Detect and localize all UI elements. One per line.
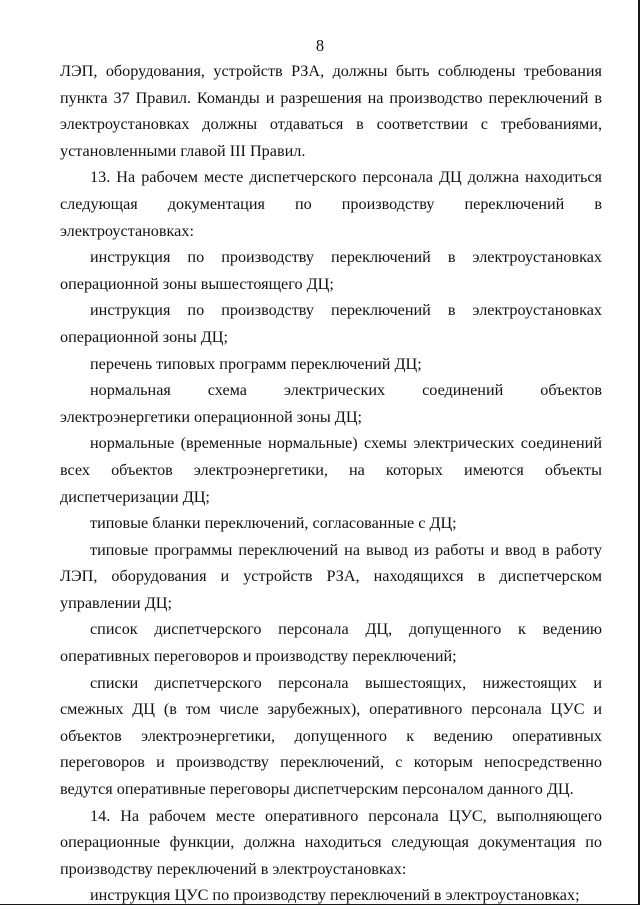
list-item: инструкция по производству переключений в электроустановках операционной зоны ДЦ; — [60, 301, 602, 346]
list-item: инструкция ЦУС по производству переключений в электроустановках; — [90, 886, 580, 905]
list-item: перечень типовых программ переключений ДЦ; — [90, 354, 422, 373]
list-item: список диспетчерского персонала ДЦ, допущенного к ведению оперативных переговоров и производству переключений; — [60, 620, 602, 666]
paragraph-continuation: ЛЭП, оборудования, устройств РЗА, должны быть соблюдены требования пункта 37 Правил. Команды и разрешения на производство переключений в электроустановках должны отдаваться в соответствии с требованиями, установленными главой III Правил. — [60, 62, 602, 160]
page-number: 8 — [315, 36, 325, 55]
paragraph-item-13: 13. На рабочем месте диспетчерского персонала ДЦ должна находиться следующая документация по производству переключений в электроустановках: — [60, 168, 602, 240]
document-body — [60, 58, 602, 909]
paragraph-item-14: 14. На рабочем месте оперативного персонала ЦУС, выполняющего операционные функции, должна находиться следующая документация по производству переключений в электроустановках: — [60, 806, 602, 878]
list-item: нормальные (временные нормальные) схемы электрических соединений всех объектов электроэнергетики, на которых имеются объекты диспетчеризации ДЦ; — [60, 434, 602, 506]
list-item: списки диспетчерского персонала вышестоящих, нижестоящих и смежных ДЦ (в том числе зарубежных), оперативного персонала ЦУС и объектов электроэнергетики, допущенного к ведению оперативных переговоров и производству переключений, с которым непосредственно ведутся оперативные переговоры диспетчерским персоналом данного ДЦ. — [60, 673, 602, 799]
list-item: типовые бланки переключений, согласованные с ДЦ; — [90, 514, 457, 533]
list-item: типовые программы переключений на вывод из работы и ввод в работу ЛЭП, оборудования и устройств РЗА, находящихся в диспетчерском управлении ДЦ; — [60, 540, 602, 612]
list-item: нормальная схема электрических соединений объектов электроэнергетики операционной зоны ДЦ; — [60, 381, 602, 426]
list-item: инструкция по производству переключений в электроустановках операционной зоны вышестоящего ДЦ; — [60, 248, 602, 293]
